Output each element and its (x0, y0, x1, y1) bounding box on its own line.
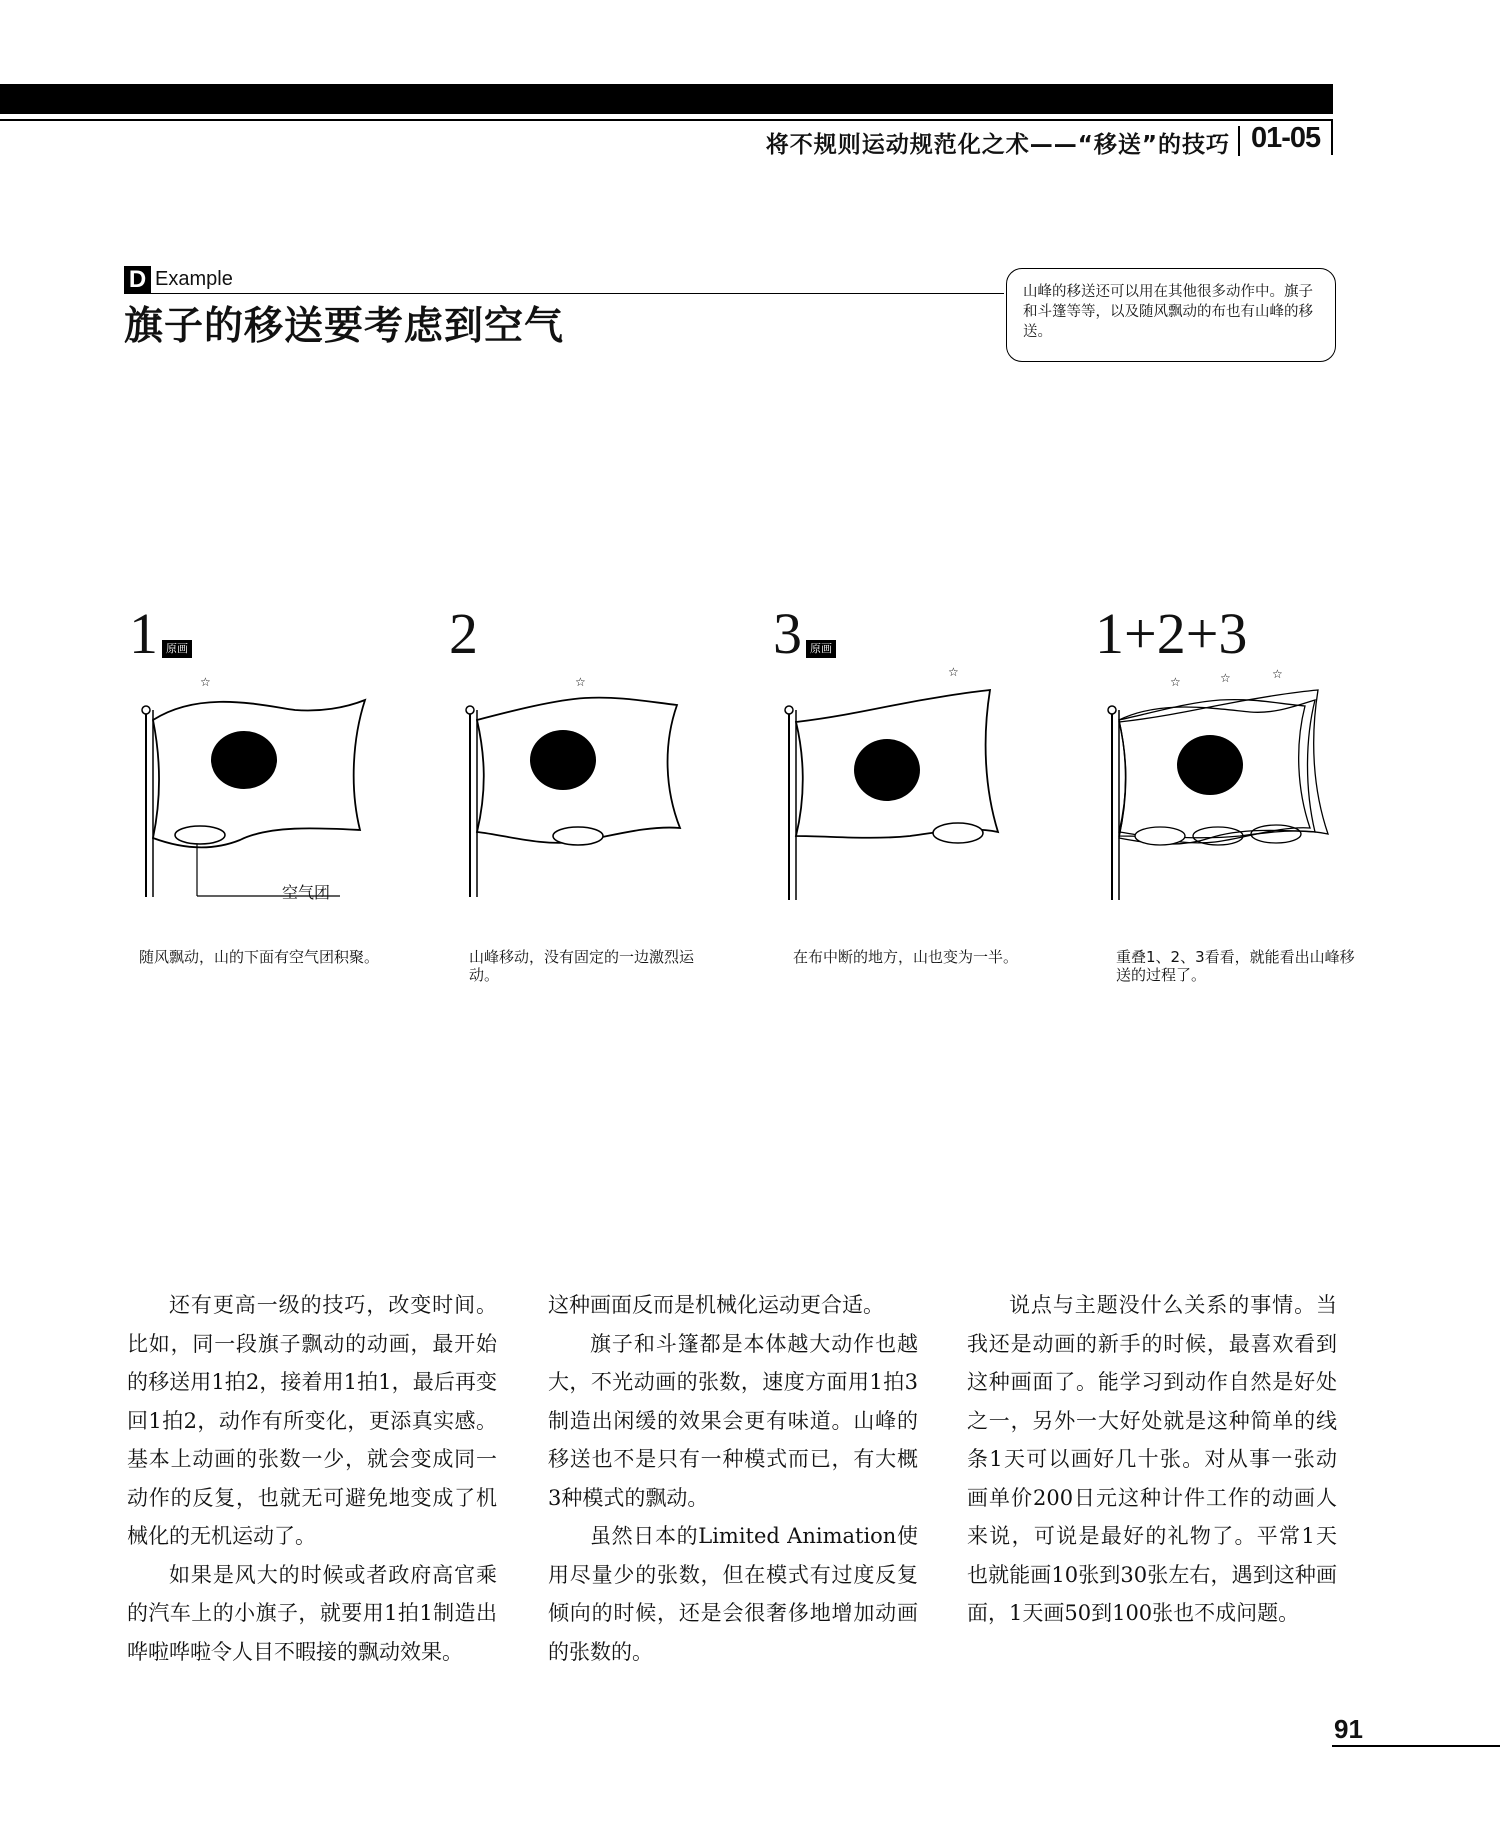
figure-combined-number (1095, 601, 1248, 666)
paragraph: 旗子和斗篷都是本体越大动作也越大，不光动画的张数，速度方面用1拍3制造出闲缓的效果会更有味道。山峰的移送也不是只有一种模式而已，有大概3种模式的飘动。 (548, 1331, 918, 1510)
figure-1-caption: 随风飘动，山的下面有空气团积聚。 (139, 948, 380, 966)
figure-3-caption: 在布中断的地方，山也变为一半。 (793, 948, 1019, 966)
pole-cap (1108, 706, 1116, 714)
figure-3-number-text: 3 (773, 601, 802, 666)
star-icon: ☆ (1220, 671, 1231, 685)
paragraph: 还有更高一级的技巧，改变时间。比如，同一段旗子飘动的动画，最开始的移送用1拍2，接着用1拍1，最后再变回1拍2，动作有所变化，更添真实感。基本上动画的张数一少，就会变成同一动作的反复，也就无可避免地变成了机械化的无机运动了。 (127, 1293, 497, 1548)
section-number: 01-05 (1251, 122, 1321, 154)
figure-combined-number-text: 1+2+3 (1095, 601, 1248, 666)
pole-cap (785, 706, 793, 714)
body-column-2 (548, 1286, 918, 1671)
side-note: 山峰的移送还可以用在其他很多动作中。旗子和斗篷等等，以及随风飘动的布也有山峰的移送。 (1006, 268, 1336, 362)
pole-cap (466, 706, 474, 714)
star-icon: ☆ (948, 665, 959, 679)
figure-3-tag: 原画 (806, 640, 836, 658)
example-badge: D (124, 266, 151, 293)
header-black-bar (0, 84, 1333, 114)
figure-2-number (449, 601, 478, 666)
figure-1-number (129, 601, 192, 666)
flag-disc (211, 731, 277, 789)
header-edge-rule (1331, 121, 1333, 155)
body-column-1 (127, 1286, 497, 1671)
page-number-rule (1332, 1745, 1500, 1747)
air-pocket (933, 823, 983, 843)
page-number: 91 (1334, 1714, 1363, 1744)
body-column-3 (967, 1286, 1337, 1633)
figure-combined-flag (1100, 660, 1360, 910)
air-pocket (175, 826, 225, 844)
star-icon: ☆ (1170, 675, 1181, 689)
flag-disc (1177, 735, 1243, 795)
air-pocket-label: 空气团 (282, 883, 331, 902)
header-rule (0, 119, 1333, 121)
paragraph: 说点与主题没什么关系的事情。当我还是动画的新手的时候，最喜欢看到这种画面了。能学习到动作自然是好处之一，另外一大好处就是这种简单的线条1天可以画好几十张。对从事一张动画单价200日元这种计件工作的动画人来说，可说是最好的礼物了。平常1天也就能画10张到30张左右，遇到这种画面，1天画50到100张也不成问题。 (967, 1293, 1337, 1625)
paragraph: 如果是风大的时候或者政府高官乘的汽车上的小旗子，就要用1拍1制造出哗啦哗啦令人目不暇接的飘动效果。 (127, 1562, 497, 1664)
figure-2-caption: 山峰移动，没有固定的一边激烈运动。 (469, 948, 695, 984)
header-separator (1238, 126, 1240, 156)
air-pocket (1135, 827, 1185, 845)
paragraph: 虽然日本的Limited Animation使用尽量少的张数，但在模式有过度反复倾向的时候，还是会很奢侈地增加动画的张数的。 (548, 1524, 918, 1664)
pole-cap (142, 706, 150, 714)
running-header-title: 将不规则运动规范化之术——“移送”的技巧 (765, 132, 1230, 158)
figure-3-number (773, 601, 836, 666)
figure-1-number-text: 1 (129, 601, 158, 666)
figure-combined-caption: 重叠1、2、3看看，就能看出山峰移送的过程了。 (1116, 948, 1355, 984)
figure-1-tag: 原画 (162, 640, 192, 658)
star-icon: ☆ (1272, 667, 1283, 681)
figure-2-flag (455, 660, 715, 910)
page-heading: 旗子的移送要考虑到空气 (124, 304, 565, 349)
figure-3-flag (770, 660, 1030, 910)
figure-2-number-text: 2 (449, 601, 478, 666)
star-icon: ☆ (575, 675, 586, 689)
paragraph: 这种画面反而是机械化运动更合适。 (548, 1293, 884, 1317)
example-label: Example (155, 268, 233, 290)
figure-1-flag (120, 660, 380, 910)
air-pocket (553, 827, 603, 845)
flag-disc (854, 739, 920, 801)
star-icon: ☆ (200, 675, 211, 689)
example-rule (124, 293, 1004, 294)
flag-disc (530, 730, 596, 790)
